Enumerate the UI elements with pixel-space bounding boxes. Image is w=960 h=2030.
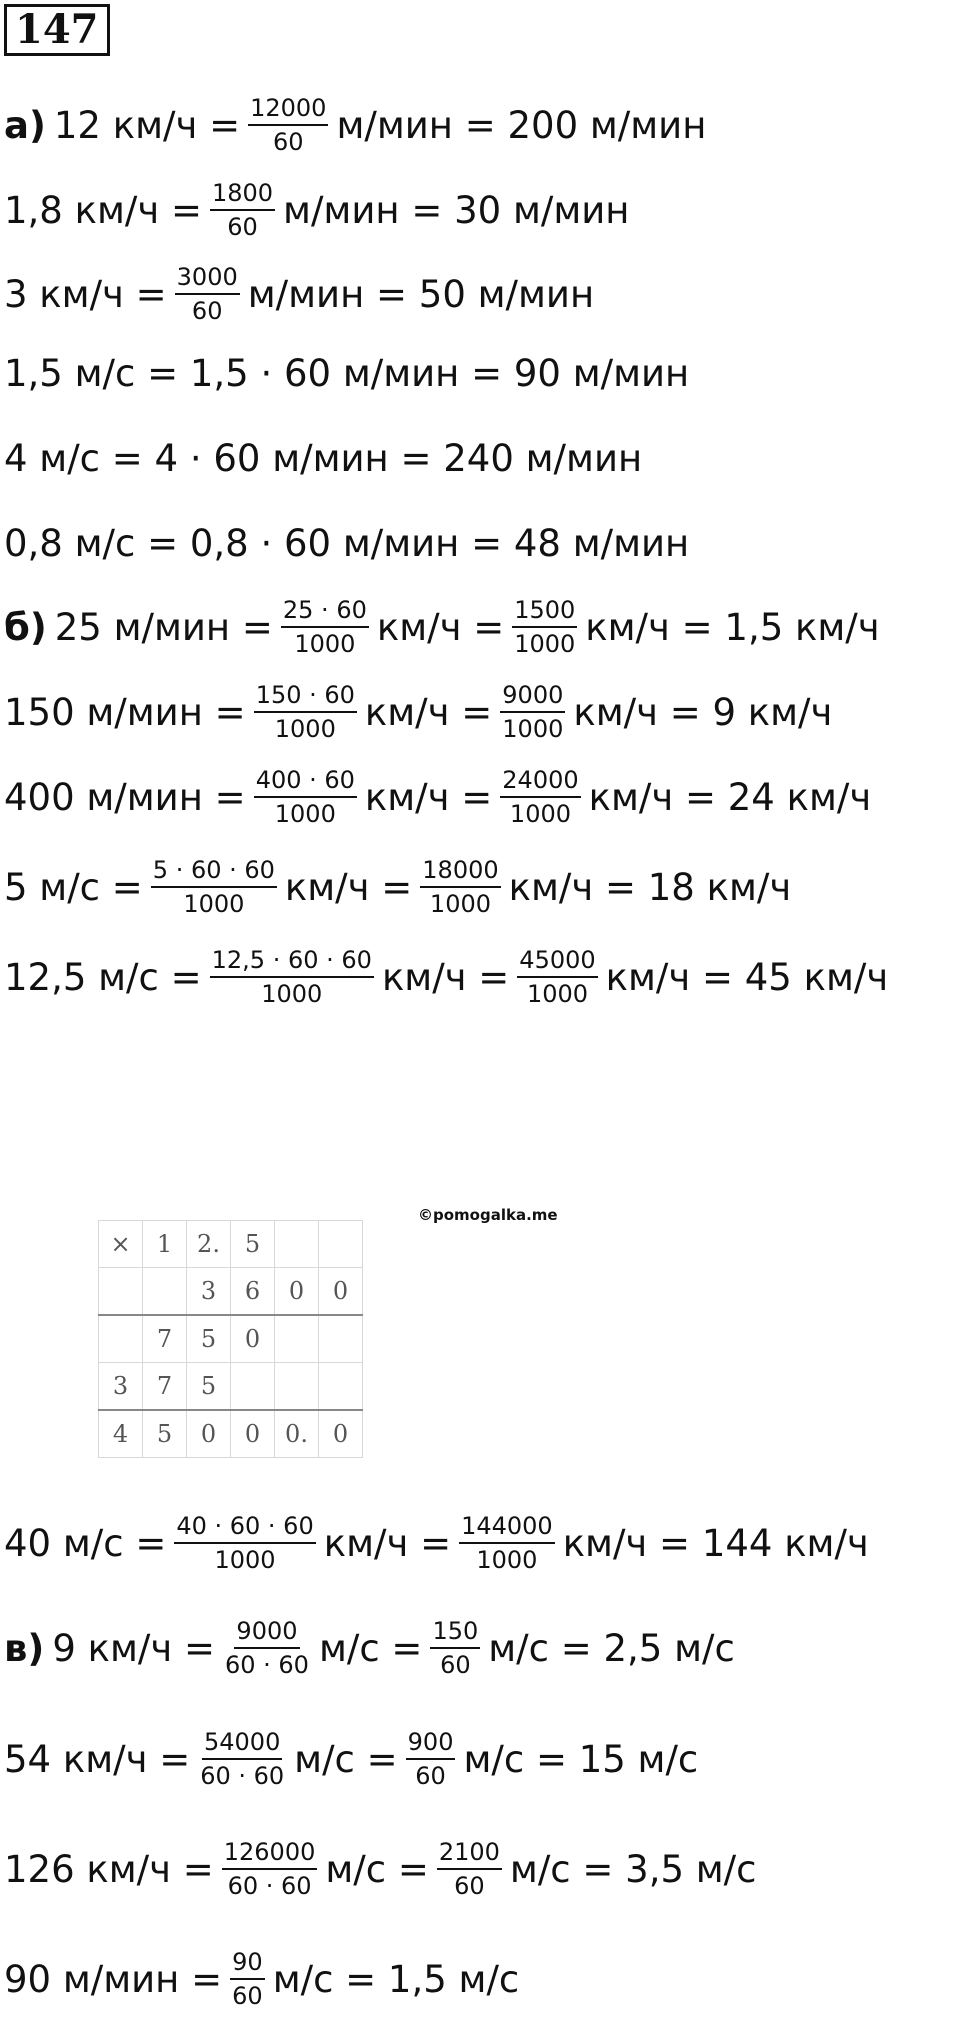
fraction: $\frac{126000}{60 \cdot 60}$ [223, 1837, 316, 1900]
part-label: а) [4, 103, 46, 147]
equation-line: 5 м/с = $\frac{5 \cdot 60 \cdot 60}{1000}$ км/ч = $\frac{18000}{1000}$ км/ч = 18 км/ч [4, 855, 792, 918]
watermark: ©pomogalka.me [418, 1206, 558, 1224]
mult-cell: 3 [99, 1363, 143, 1411]
mult-cell [319, 1363, 363, 1411]
equation-line: 0,8 м/с = 0,8 · 60 м/мин = 48 м/мин [4, 521, 690, 565]
equation-line: 54 км/ч = $\frac{54000}{60 \cdot 60}$ м/с = $\frac{900}{60}$ м/с = 15 м/с [4, 1727, 699, 1790]
part-label: в) [4, 1626, 45, 1670]
fraction: $\frac{12000}{60}$ [250, 93, 327, 156]
fraction: $\frac{9000}{60 \cdot 60}$ [224, 1616, 309, 1679]
mult-cell: 0 [231, 1410, 275, 1458]
fraction: $\frac{25 \cdot 60}{1000}$ [282, 595, 367, 658]
fraction: $\frac{3000}{60}$ [176, 262, 238, 325]
mult-cell: 7 [143, 1315, 187, 1363]
fraction: $\frac{900}{60}$ [407, 1727, 454, 1790]
equation-line: а) 12 км/ч = $\frac{12000}{60}$ м/мин = 200 м/мин [4, 93, 707, 156]
mult-cell [99, 1268, 143, 1316]
mult-cell [319, 1221, 363, 1268]
mult-cell: 5 [231, 1221, 275, 1268]
mult-cell: 6 [231, 1268, 275, 1316]
equation-line: в) 9 км/ч = $\frac{9000}{60 \cdot 60}$ м/с = $\frac{150}{60}$ м/с = 2,5 м/с [4, 1616, 735, 1679]
fraction: $\frac{2100}{60}$ [438, 1837, 500, 1900]
fraction: $\frac{45000}{1000}$ [519, 945, 596, 1008]
mult-cell [275, 1315, 319, 1363]
fraction: $\frac{90}{60}$ [232, 1947, 263, 2010]
mult-cell [319, 1315, 363, 1363]
mult-cell: 0 [187, 1410, 231, 1458]
fraction: $\frac{144000}{1000}$ [461, 1511, 553, 1574]
fraction: $\frac{400 \cdot 60}{1000}$ [255, 765, 355, 828]
equation-line: 3 км/ч = $\frac{3000}{60}$ м/мин = 50 м/мин [4, 262, 595, 325]
equation-line: 4 м/с = 4 · 60 м/мин = 240 м/мин [4, 436, 643, 480]
mult-cell: 0. [275, 1410, 319, 1458]
equation-line: 12,5 м/с = $\frac{12,5 \cdot 60 \cdot 60}{1000}$ км/ч = $\frac{45000}{1000}$ км/ч = 45 км/ч [4, 945, 889, 1008]
mult-cell: 0 [319, 1268, 363, 1316]
mult-cell: 0 [231, 1315, 275, 1363]
equation-line: 1,8 км/ч = $\frac{1800}{60}$ м/мин = 30 м/мин [4, 178, 630, 241]
fraction: $\frac{150 \cdot 60}{1000}$ [255, 680, 355, 743]
equation-line: 400 м/мин = $\frac{400 \cdot 60}{1000}$ км/ч = $\frac{24000}{1000}$ км/ч = 24 км/ч [4, 765, 872, 828]
fraction: $\frac{9000}{1000}$ [502, 680, 564, 743]
part-label: б) [4, 605, 47, 649]
mult-cell: 7 [143, 1363, 187, 1411]
equation-line: 1,5 м/с = 1,5 · 60 м/мин = 90 м/мин [4, 351, 690, 395]
mult-cell [143, 1268, 187, 1316]
mult-cell: × [99, 1221, 143, 1268]
equation-line: б) 25 м/мин = $\frac{25 \cdot 60}{1000}$ км/ч = $\frac{1500}{1000}$ км/ч = 1,5 км/ч [4, 595, 880, 658]
fraction: $\frac{1800}{60}$ [211, 178, 274, 241]
fraction: $\frac{1500}{1000}$ [514, 595, 576, 658]
equation-line: 126 км/ч = $\frac{126000}{60 \cdot 60}$ м/с = $\frac{2100}{60}$ м/с = 3,5 м/с [4, 1837, 757, 1900]
mult-cell [275, 1221, 319, 1268]
mult-cell: 5 [187, 1315, 231, 1363]
fraction: $\frac{5 \cdot 60 \cdot 60}{1000}$ [152, 855, 275, 918]
mult-cell [231, 1363, 275, 1411]
mult-cell: 1 [143, 1221, 187, 1268]
fraction: $\frac{24000}{1000}$ [502, 765, 579, 828]
mult-cell: 3 [187, 1268, 231, 1316]
mult-cell: 0 [319, 1410, 363, 1458]
mult-cell: 5 [187, 1363, 231, 1411]
problem-number: 147 [4, 4, 110, 56]
equation-line: 40 м/с = $\frac{40 \cdot 60 \cdot 60}{1000}$ км/ч = $\frac{144000}{1000}$ км/ч = 144 км/ч [4, 1511, 869, 1574]
mult-cell: 2. [187, 1221, 231, 1268]
fraction: $\frac{40 \cdot 60 \cdot 60}{1000}$ [176, 1511, 314, 1574]
mult-cell: 0 [275, 1268, 319, 1316]
mult-cell: 4 [99, 1410, 143, 1458]
fraction: $\frac{18000}{1000}$ [422, 855, 499, 918]
equation-line: 90 м/мин = $\frac{90}{60}$ м/с = 1,5 м/с [4, 1947, 520, 2010]
mult-cell: 5 [143, 1410, 187, 1458]
fraction: $\frac{54000}{60 \cdot 60}$ [200, 1727, 285, 1790]
mult-cell [99, 1315, 143, 1363]
equation-line: 150 м/мин = $\frac{150 \cdot 60}{1000}$ км/ч = $\frac{9000}{1000}$ км/ч = 9 км/ч [4, 680, 833, 743]
multiplication-column [98, 1220, 363, 1458]
fraction: $\frac{12,5 \cdot 60 \cdot 60}{1000}$ [211, 945, 372, 1008]
fraction: $\frac{150}{60}$ [432, 1616, 479, 1679]
mult-cell [275, 1363, 319, 1411]
